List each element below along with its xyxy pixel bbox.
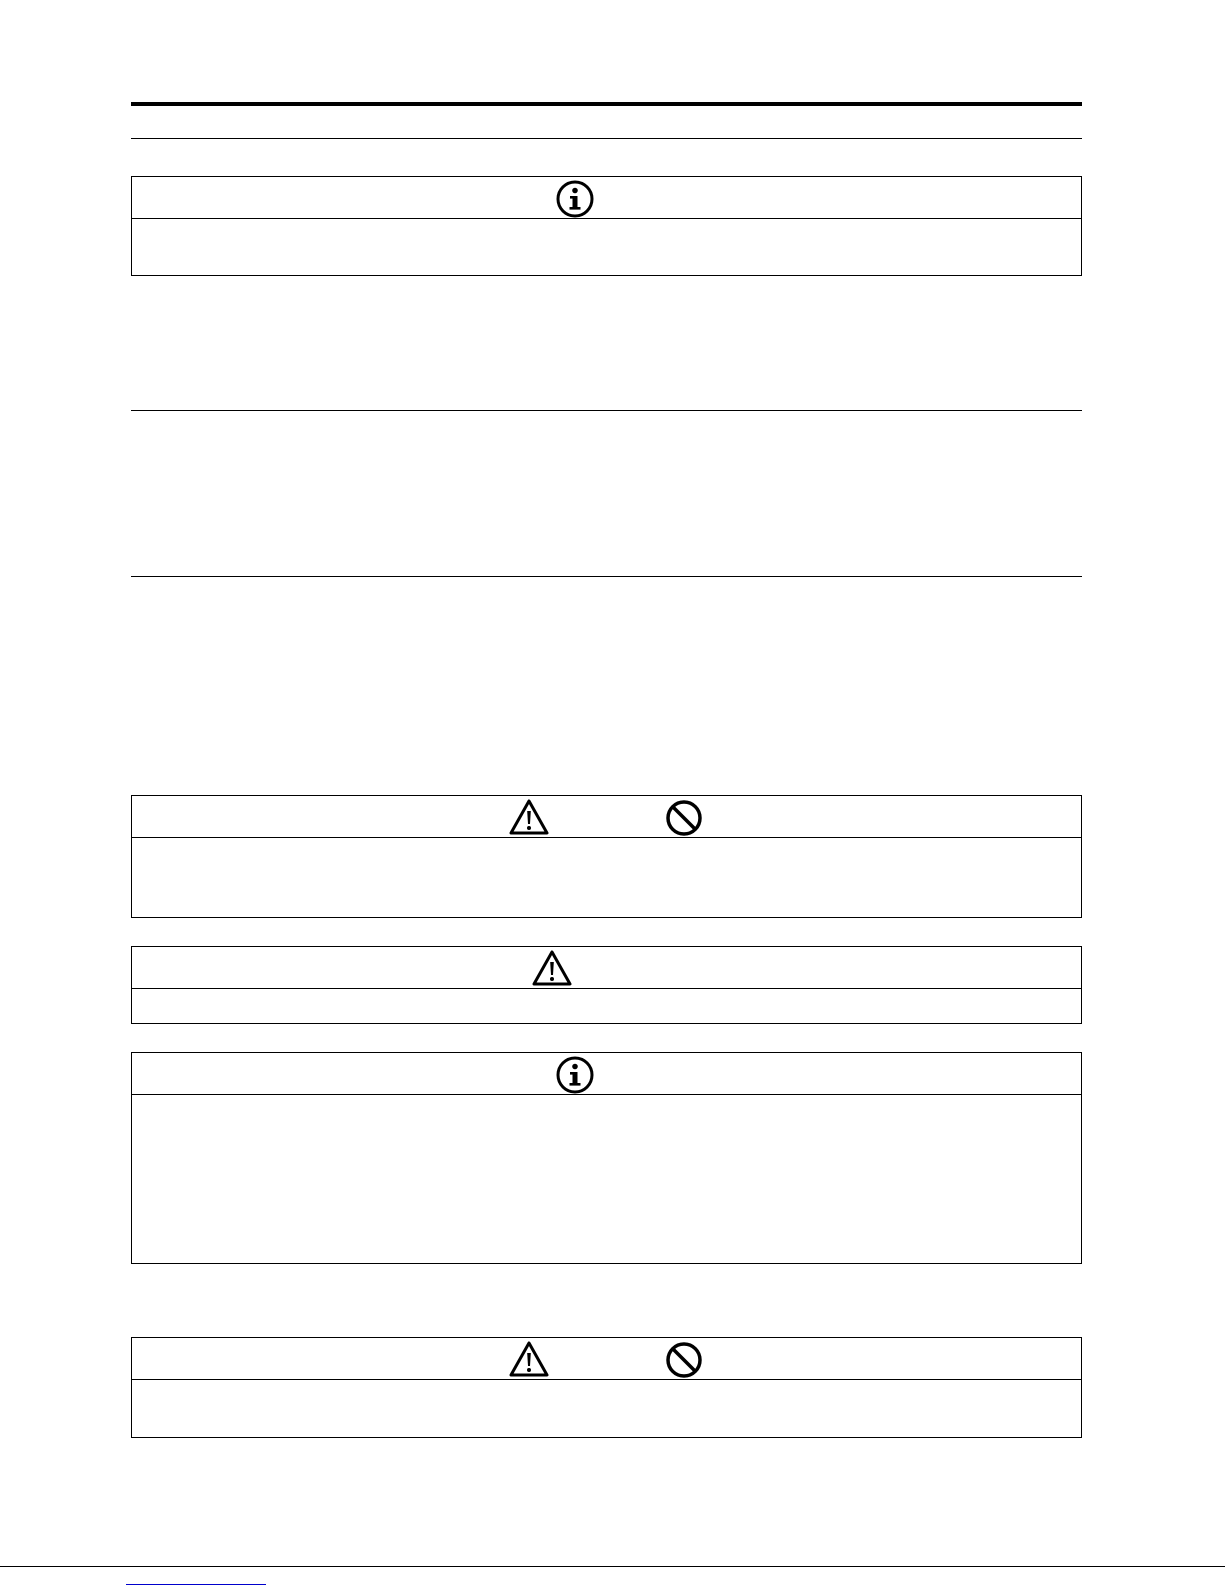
info-icon: [556, 1056, 594, 1094]
footer-rule: [0, 1566, 1225, 1567]
notice-header: [132, 1053, 1081, 1095]
warning-triangle-icon: [509, 799, 549, 835]
prohibition-icon: [665, 1341, 703, 1379]
warning-triangle-icon: [532, 950, 572, 986]
warning-notice-box: [131, 795, 1082, 918]
info-notice-box: [131, 1052, 1082, 1264]
section-divider: [131, 138, 1082, 139]
notice-header: [132, 796, 1081, 838]
notice-header: [132, 1338, 1081, 1380]
header-rule-thick: [131, 102, 1082, 106]
notice-header: [132, 947, 1081, 989]
info-notice-box: [131, 176, 1082, 276]
warning-triangle-icon: [509, 1341, 549, 1377]
section-divider: [131, 410, 1082, 411]
section-divider: [131, 576, 1082, 577]
prohibition-icon: [665, 799, 703, 837]
info-icon: [556, 180, 594, 218]
warning-notice-box: [131, 946, 1082, 1024]
notice-header: [132, 177, 1081, 219]
warning-notice-box: [131, 1337, 1082, 1438]
